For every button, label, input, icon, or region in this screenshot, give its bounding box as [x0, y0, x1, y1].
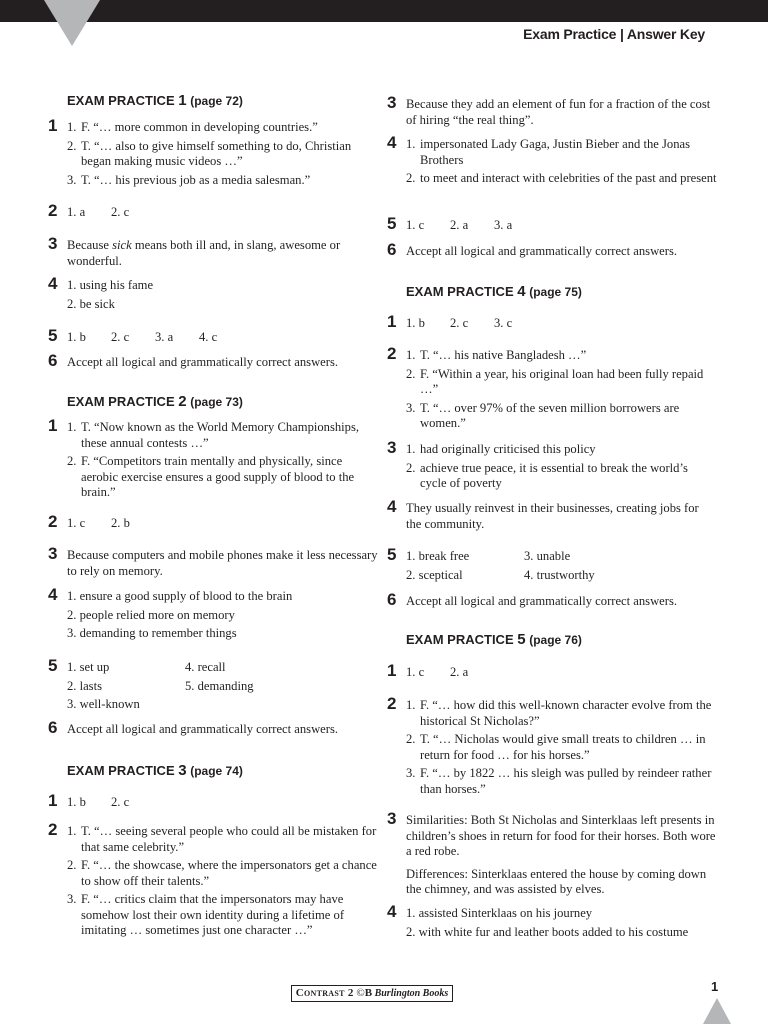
- question-number: 4: [387, 497, 397, 516]
- item-number: 1.: [67, 824, 77, 838]
- section-heading-ep2: EXAM PRACTICE 2 (page 73): [67, 393, 243, 410]
- page-header-title: Exam Practice | Answer Key: [523, 26, 705, 42]
- question-number: 1: [387, 312, 397, 331]
- item-number: 3.: [67, 892, 77, 906]
- ep1-question-1: [48, 116, 378, 188]
- question-number: 3: [387, 809, 397, 828]
- answer-item: 1. b: [67, 795, 86, 809]
- answer-item: 3. well-known: [67, 697, 140, 711]
- ep3-question-3: 3 Because they add an element of fun for a fraction of the cost of hiring “the real thing”.: [387, 93, 711, 127]
- question-number: 6: [48, 351, 58, 370]
- answer-item: [406, 698, 717, 729]
- ep1-question-3: 3 Because sick means both ill and, in slang, awesome or wonderful.: [48, 234, 341, 268]
- question-number: 6: [48, 718, 58, 737]
- answer-item: [67, 824, 378, 855]
- ep2-question-2: [48, 512, 378, 532]
- question-number: 2: [387, 694, 397, 713]
- question-number: 1: [48, 416, 58, 435]
- item-number: 1.: [67, 120, 77, 134]
- ep1-question-2: [48, 201, 378, 221]
- answer-item: [185, 697, 335, 713]
- item-number: 2.: [67, 858, 77, 872]
- answer-item: [67, 173, 378, 189]
- answer-item: 1. b: [406, 316, 425, 330]
- answer-item: [67, 858, 378, 889]
- page-number: 1: [711, 979, 719, 994]
- answer-item: 2. c: [111, 795, 130, 809]
- item-number: 3.: [67, 172, 77, 187]
- ep4-question-5: [387, 545, 717, 583]
- ep3-question-5: [387, 214, 717, 234]
- answer-paragraph: Similarities: Both St Nicholas and Sinterklaas left presents in children’s shoes in return for food for their horses. Both wore a red robe.: [406, 813, 716, 858]
- answer-item: [406, 461, 717, 492]
- ep1-question-5: [48, 326, 378, 346]
- ep2-question-3: 3 Because computers and mobile phones make it less necessary to rely on memory.: [48, 544, 378, 578]
- item-number: 2.: [406, 460, 416, 475]
- question-number: 1: [387, 661, 397, 680]
- answer-item: 3. a: [155, 330, 174, 344]
- answer-item: [406, 171, 717, 187]
- item-text: T. “… over 97% of the seven million borrowers are women.”: [420, 400, 680, 430]
- item-text: F. “… the showcase, where the impersonators get a chance to show off their talents.”: [81, 858, 377, 888]
- answer-item: [406, 137, 717, 168]
- question-number: 4: [48, 274, 58, 293]
- answer-item: 2. c: [111, 205, 130, 219]
- question-number: 2: [387, 344, 397, 363]
- question-number: 3: [387, 438, 397, 457]
- ep2-question-5: [48, 656, 378, 713]
- item-text: F. “… more common in developing countries.”: [81, 120, 318, 134]
- question-number: 3: [48, 234, 58, 253]
- ep4-question-4: 4 They usually reinvest in their businesses, creating jobs for the community.: [387, 497, 699, 531]
- answer-item: [406, 401, 717, 432]
- question-number: 6: [387, 590, 397, 609]
- item-text: T. “Now known as the World Memory Championships, these annual contests …”: [81, 420, 360, 450]
- question-number: 4: [387, 133, 397, 152]
- ep4-question-2: [387, 344, 717, 432]
- answer-item: 2. c: [111, 330, 130, 344]
- item-text: had originally criticised this policy: [420, 442, 596, 456]
- section-heading-ep1: EXAM PRACTICE 1 (page 72): [67, 92, 243, 109]
- answer-item: [406, 442, 717, 458]
- ep2-question-4: [48, 585, 378, 642]
- corner-triangle-decoration: [44, 0, 100, 46]
- answer-paragraph: Differences: Sinterklaas entered the house by coming down the chimney, and was assisted by elves.: [406, 866, 707, 896]
- item-number: 1.: [406, 137, 416, 151]
- answer-item: [406, 348, 717, 364]
- item-number: 1.: [67, 420, 77, 434]
- item-number: 2.: [406, 732, 416, 746]
- answer-item: 4. recall: [185, 660, 226, 674]
- answer-item: 1. break free: [406, 549, 470, 563]
- ep3-question-2: [48, 820, 378, 939]
- ep3-question-4: [387, 133, 717, 187]
- ep5-question-1: [387, 661, 717, 681]
- question-number: 2: [48, 201, 58, 220]
- item-number: 2.: [406, 366, 416, 381]
- answer-item: 3. unable: [524, 549, 571, 563]
- section-heading-ep5: EXAM PRACTICE 5 (page 76): [406, 631, 582, 648]
- item-text: F. “… how did this well-known character evolve from the historical St Nicholas?”: [420, 698, 712, 728]
- item-text: T. “… his native Bangladesh …”: [420, 348, 587, 362]
- ep5-question-3: [387, 809, 717, 898]
- item-text: T. “… seeing several people who could all be mistaken for that same celebrity.”: [81, 824, 377, 854]
- item-text: F. “… by 1822 … his sleigh was pulled by reindeer rather than horses.”: [420, 766, 712, 796]
- answer-item: 1. using his fame: [67, 278, 154, 292]
- item-text: to meet and interact with celebrities of the past and present: [420, 171, 717, 185]
- answer-item: [67, 420, 378, 451]
- item-text: impersonated Lady Gaga, Justin Bieber and the Jonas Brothers: [420, 137, 690, 167]
- ep4-question-6: 6 Accept all logical and grammatically correct answers.: [387, 590, 677, 609]
- item-number: 1.: [406, 348, 416, 362]
- item-number: 2.: [67, 454, 77, 468]
- section-heading-ep4: EXAM PRACTICE 4 (page 75): [406, 283, 582, 300]
- ep3-question-1: [48, 791, 378, 811]
- item-text: achieve true peace, it is essential to break the world’s cycle of poverty: [420, 460, 688, 490]
- answer-item: 2. c: [450, 316, 469, 330]
- section-heading-ep3: EXAM PRACTICE 3 (page 74): [67, 762, 243, 779]
- answer-item: [406, 732, 717, 763]
- answer-item: [67, 454, 378, 501]
- answer-item: [67, 892, 378, 939]
- answer-item: [406, 367, 717, 398]
- answer-item: 1. a: [67, 205, 86, 219]
- item-number: 2.: [67, 138, 77, 153]
- answer-item: 4. trustworthy: [524, 567, 595, 582]
- item-text: T. “… Nicholas would give small treats to children … in return for food … for his horses.”: [420, 732, 706, 762]
- question-number: 5: [48, 656, 58, 675]
- ep1-question-6: 6 Accept all logical and grammatically correct answers.: [48, 351, 338, 370]
- item-number: 1.: [406, 442, 416, 456]
- answer-item: 1. c: [67, 516, 86, 530]
- top-bar: [0, 0, 768, 22]
- answer-item: 1. set up: [67, 660, 110, 674]
- ep2-question-1: [48, 416, 378, 501]
- answer-item: [406, 766, 717, 797]
- answer-item: 1. c: [406, 218, 425, 232]
- question-number: 1: [48, 791, 58, 810]
- question-number: 2: [48, 820, 58, 839]
- item-number: 1.: [406, 698, 416, 712]
- ep5-question-2: [387, 694, 717, 797]
- answer-item: 2. a: [450, 218, 469, 232]
- ep4-question-3: [387, 438, 717, 492]
- answer-item: 2. with white fur and leather boots added to his costume: [406, 924, 689, 939]
- answer-item: 2. lasts: [67, 678, 102, 693]
- question-number: 5: [387, 545, 397, 564]
- answer-item: [67, 120, 378, 136]
- question-number: 5: [48, 326, 58, 345]
- answer-item: 3. a: [494, 218, 513, 232]
- answer-item: 1. ensure a good supply of blood to the brain: [67, 589, 293, 603]
- answer-item: 2. sceptical: [406, 567, 463, 582]
- ep5-question-4: [387, 902, 717, 940]
- question-number: 1: [48, 116, 58, 135]
- question-number: 2: [48, 512, 58, 531]
- question-number: 3: [387, 93, 397, 112]
- item-text: T. “… also to give himself something to do, Christian began making music videos …”: [81, 138, 352, 168]
- answer-item: 5. demanding: [185, 678, 254, 693]
- item-text: F. “… critics claim that the impersonators may have somehow lost their own identity during a lifetime of imitating … sometimes just one character …”: [81, 892, 345, 937]
- item-number: 3.: [406, 400, 416, 415]
- corner-triangle-decoration: [703, 998, 731, 1024]
- question-number: 6: [387, 240, 397, 259]
- question-number: 3: [48, 544, 58, 563]
- question-number: 4: [387, 902, 397, 921]
- item-text: T. “… his previous job as a media salesman.”: [81, 172, 311, 187]
- answer-item: 1. assisted Sinterklaas on his journey: [406, 906, 593, 920]
- answer-item: 1. c: [406, 665, 425, 679]
- item-number: 2.: [406, 171, 416, 185]
- answer-item: 2. people relied more on memory: [67, 607, 235, 622]
- ep4-question-1: [387, 312, 717, 332]
- answer-item: 2. b: [111, 516, 130, 530]
- answer-item: 3. demanding to remember things: [67, 626, 237, 640]
- answer-item: 2. a: [450, 665, 469, 679]
- ep2-question-6: 6 Accept all logical and grammatically correct answers.: [48, 718, 338, 737]
- answer-item: 4. c: [199, 330, 218, 344]
- ep3-question-6: 6 Accept all logical and grammatically correct answers.: [387, 240, 677, 259]
- item-text: F. “Within a year, his original loan had been fully repaid …”: [420, 366, 704, 396]
- item-number: 3.: [406, 766, 416, 780]
- item-text: F. “Competitors train mentally and physically, since aerobic exercise ensures a good supply of blood to the brain.”: [81, 454, 355, 499]
- footer-publisher-box: Contrast 2 ©B Burlington Books: [291, 985, 453, 1002]
- answer-item: 1. b: [67, 330, 86, 344]
- answer-item: 2. be sick: [67, 296, 115, 311]
- ep1-question-4: [48, 274, 378, 312]
- answer-item: [67, 139, 378, 170]
- question-number: 5: [387, 214, 397, 233]
- publisher-logo: B: [364, 987, 373, 999]
- question-number: 4: [48, 585, 58, 604]
- answer-item: 3. c: [494, 316, 513, 330]
